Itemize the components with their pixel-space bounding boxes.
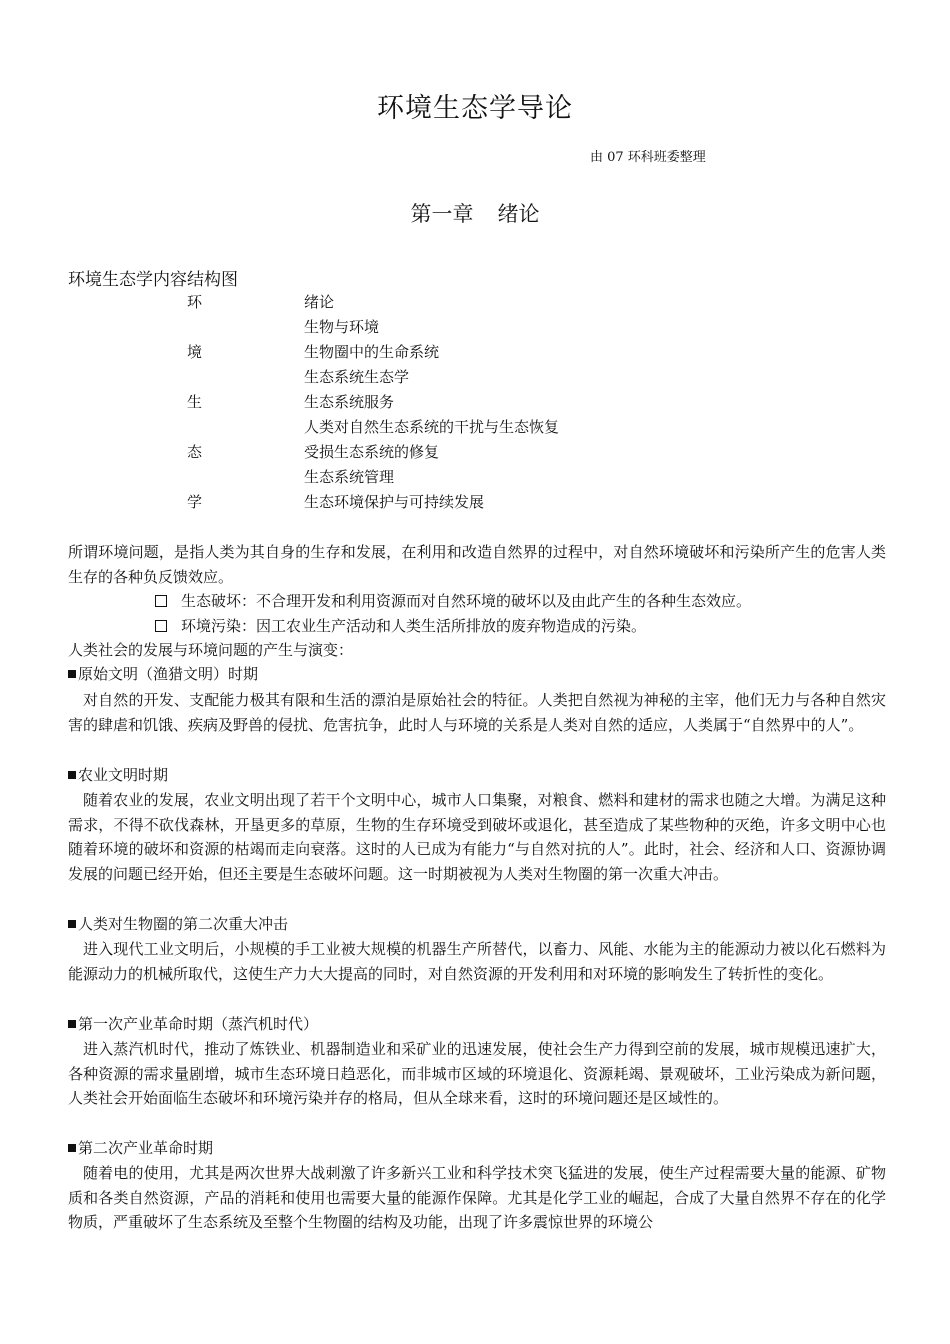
chapter-heading — [0, 198, 950, 228]
structure-item: 生态环境保护与可持续发展 — [304, 493, 485, 511]
section-heading — [68, 912, 288, 936]
structure-item: 生物与环境 — [304, 318, 380, 336]
section-body: 随着电的使用，尤其是两次世界大战刺激了许多新兴工业和科学技术突飞猛进的发展，使生产过程需要大量的能源、矿物质和各类自然资源，产品的消耗和使用也需要大量的能源作保障。尤其是化学工业的崛起，合成了大量自然界不存在的化学物质，严重破坏了生态系统及至整个生物圈的结构及功能，出现了许多震惊世界的环境公 — [68, 1164, 886, 1231]
structure-item: 生态系统生态学 — [304, 368, 410, 386]
section-heading — [68, 1136, 213, 1160]
structure-item: 生物圈中的生命系统 — [304, 343, 440, 361]
structure-left-char: 环 — [187, 293, 203, 311]
section-heading — [68, 1012, 318, 1036]
section-heading-text: 人类对生物圈的第二次重大冲击 — [78, 915, 289, 933]
section-body: 对自然的开发、支配能力极其有限和生活的漂泊是原始社会的特征。人类把自然视为神秘的主宰，他们无力与各种自然灾害的肆虐和饥饿、疾病及野兽的侵扰、危害抗争，此时人与环境的关系是人类对自然的适应，人类属于“自然界中的人”。 — [68, 691, 886, 734]
section-body: 进入蒸汽机时代，推动了炼铁业、机器制造业和采矿业的迅速发展，使社会生产力得到空前的发展，城市规模迅速扩大，各种资源的需求量剧增，城市生态环境日趋恶化，而非城市区域的环境退化、资源耗竭、景观破坏，工业污染成为新问题，人类社会开始面临生态破坏和环境污染并存的格局，但从全球来看，这时的环境问题还是区域性的。 — [68, 1040, 886, 1107]
structure-item: 受损生态系统的修复 — [304, 443, 440, 461]
evolution-heading: 人类社会的发展与环境问题的产生与演变： — [68, 641, 354, 659]
bullet-text: 生态破坏：不合理开发和利用资源而对自然环境的破坏以及由此产生的各种生态效应。 — [181, 592, 752, 610]
square-bullet-icon — [68, 670, 76, 678]
structure-left-char: 生 — [187, 393, 203, 411]
structure-left-char: 学 — [187, 493, 203, 511]
structure-item: 人类对自然生态系统的干扰与生态恢复 — [304, 418, 560, 436]
square-bullet-icon — [68, 1144, 76, 1152]
checkbox-bullet-icon — [155, 595, 167, 607]
square-bullet-icon — [68, 920, 76, 928]
square-bullet-icon — [68, 1020, 76, 1028]
structure-left-char: 境 — [187, 343, 203, 361]
chapter-number: 第一章 — [410, 202, 474, 226]
environment-problem-definition: 所谓环境问题，是指人类为其自身的生存和发展，在利用和改造自然界的过程中，对自然环境破坏和污染所产生的危害人类生存的各种负反馈效应。 — [68, 543, 886, 586]
section-heading — [68, 763, 168, 787]
document-title: 环境生态学导论 — [377, 93, 573, 124]
bullet-text: 环境污染：因工农业生产活动和人类生活所排放的废弃物造成的污染。 — [181, 617, 647, 635]
section-heading-text: 第一次产业革命时期（蒸汽机时代） — [78, 1015, 319, 1033]
section-heading-text: 第二次产业革命时期 — [78, 1139, 214, 1157]
compiler-note: 由 07 环科班委整理 — [590, 150, 706, 165]
section-body: 进入现代工业文明后，小规模的手工业被大规模的机器生产所替代，以畜力、风能、水能为主的能源动力被以化石燃料为能源动力的机械所取代，这使生产力大大提高的同时，对自然资源的开发利用和对环境的影响发生了转折性的变化。 — [68, 940, 886, 983]
chapter-name: 绪论 — [497, 202, 540, 226]
section-body: 随着农业的发展，农业文明出现了若干个文明中心，城市人口集聚，对粮食、燃料和建材的需求也随之大增。为满足这种需求，不得不砍伐森林，开垦更多的草原，生物的生存环境受到破坏或退化，甚至造成了某些物种的灭绝，许多文明中心也随着环境的破坏和资源的枯竭而走向衰落。这时的人已成为有能力“与自然对抗的人”。此时，社会、经济和人口、资源协调发展的问题已经开始，但还主要是生态破坏问题。这一时期被视为人类对生物圈的第一次重大冲击。 — [68, 791, 886, 883]
section-heading-text: 原始文明（渔猎文明）时期 — [78, 665, 259, 683]
bullet-item — [155, 589, 751, 613]
structure-item: 生态系统管理 — [304, 468, 395, 486]
structure-item: 绪论 — [304, 293, 335, 311]
square-bullet-icon — [68, 771, 76, 779]
structure-item: 生态系统服务 — [304, 393, 395, 411]
structure-left-char: 态 — [187, 443, 203, 461]
section-heading-text: 农业文明时期 — [78, 766, 169, 784]
section-heading — [68, 662, 258, 686]
bullet-item — [155, 614, 646, 638]
structure-heading: 环境生态学内容结构图 — [68, 270, 238, 290]
checkbox-bullet-icon — [155, 620, 167, 632]
